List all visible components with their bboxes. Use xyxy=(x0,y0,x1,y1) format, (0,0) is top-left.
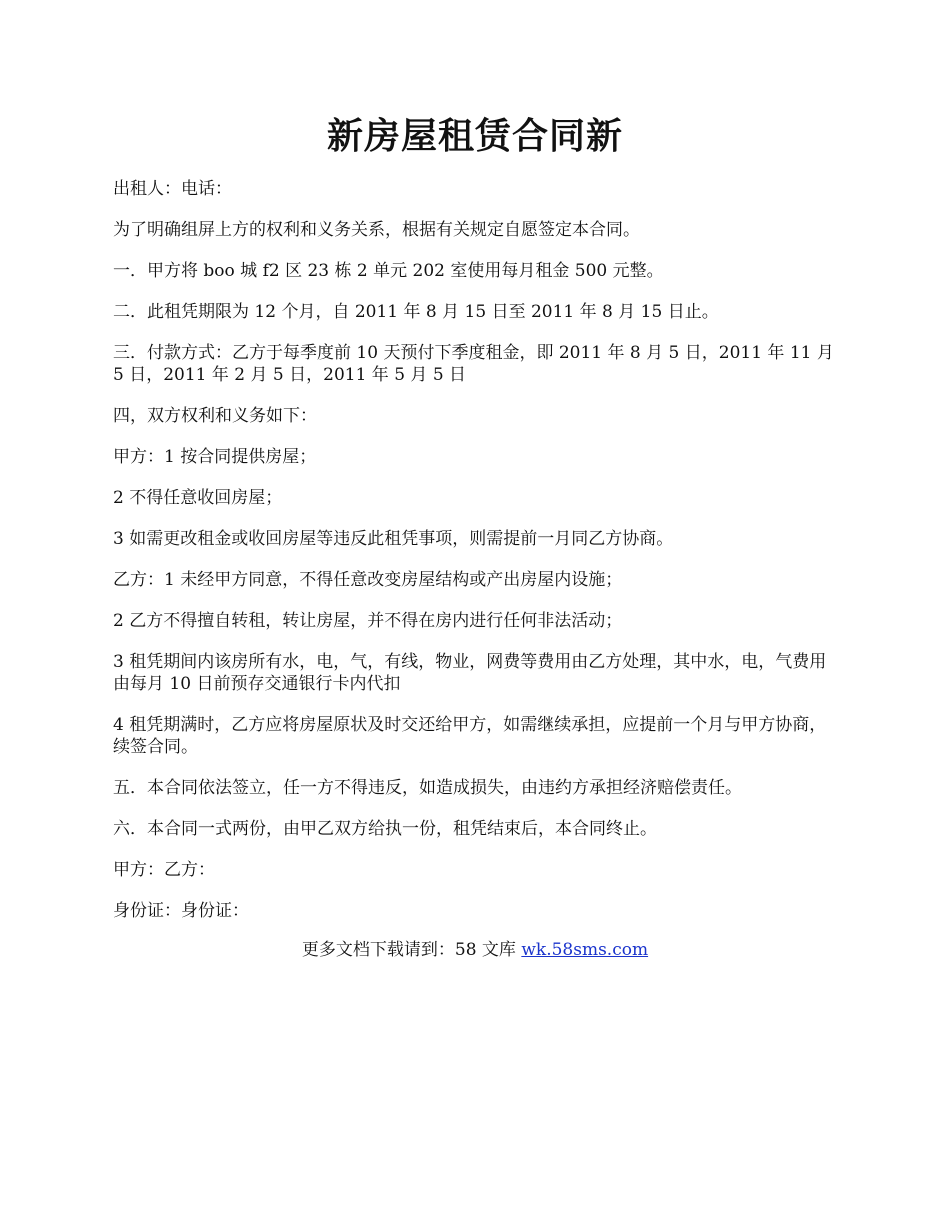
paragraph-clause-4: 四，双方权利和义务如下： xyxy=(113,406,317,426)
paragraph-party-a-3: 3 如需更改租金或收回房屋等违反此租凭事项，则需提前一月同乙方协商。 xyxy=(113,529,674,549)
paragraph-party-b-4: 4 租凭期满时，乙方应将房屋原状及时交还给甲方，如需继续承担，应提前一个月与甲方协商，续签合同。 xyxy=(113,715,827,757)
paragraph-signatures: 甲方：乙方： xyxy=(113,860,215,880)
paragraph-clause-1: 一．甲方将 boo 城 f2 区 23 栋 2 单元 202 室使用每月租金 500 元整。 xyxy=(113,261,664,281)
footer-link[interactable]: wk.58sms.com xyxy=(521,940,649,960)
paragraph-id-cards: 身份证：身份证： xyxy=(113,901,249,921)
paragraph-party-b-2: 2 乙方不得擅自转租，转让房屋，并不得在房内进行任何非法活动； xyxy=(113,611,623,631)
paragraph-lessor: 出租人：电话： xyxy=(113,179,232,199)
paragraph-party-a-2: 2 不得任意收回房屋； xyxy=(113,488,283,508)
footer-text: 更多文档下载请到：58 文库 xyxy=(301,940,522,960)
paragraph-party-a-1: 甲方：1 按合同提供房屋； xyxy=(113,447,317,467)
paragraph-clause-2: 二．此租凭期限为 12 个月，自 2011 年 8 月 15 日至 2011 年 8 月 15 日止。 xyxy=(113,302,719,322)
paragraph-party-b-3: 3 租凭期间内该房所有水，电，气，有线，物业，网费等费用由乙方处理，其中水，电，气费用由每月 10 日前预存交通银行卡内代扣 xyxy=(113,652,827,694)
paragraph-clause-3: 三．付款方式：乙方于每季度前 10 天预付下季度租金，即 2011 年 8 月 5 日，2011 年 11 月 5 日，2011 年 2 月 5 日，2011 年 5 月 5 日 xyxy=(113,343,834,385)
download-footer xyxy=(0,939,950,961)
paragraph-clause-6: 六．本合同一式两份，由甲乙双方给执一份，租凭结束后，本合同终止。 xyxy=(113,819,657,839)
document-title: 新房屋租赁合同新 xyxy=(326,115,623,157)
paragraph-purpose: 为了明确组屏上方的权利和义务关系，根据有关规定自愿签定本合同。 xyxy=(113,220,640,240)
paragraph-clause-5: 五．本合同依法签立，任一方不得违反，如造成损失，由违约方承担经济赔偿责任。 xyxy=(113,778,742,798)
document-body xyxy=(113,178,837,941)
paragraph-party-b-1: 乙方：1 未经甲方同意，不得任意改变房屋结构或产出房屋内设施； xyxy=(113,570,623,590)
